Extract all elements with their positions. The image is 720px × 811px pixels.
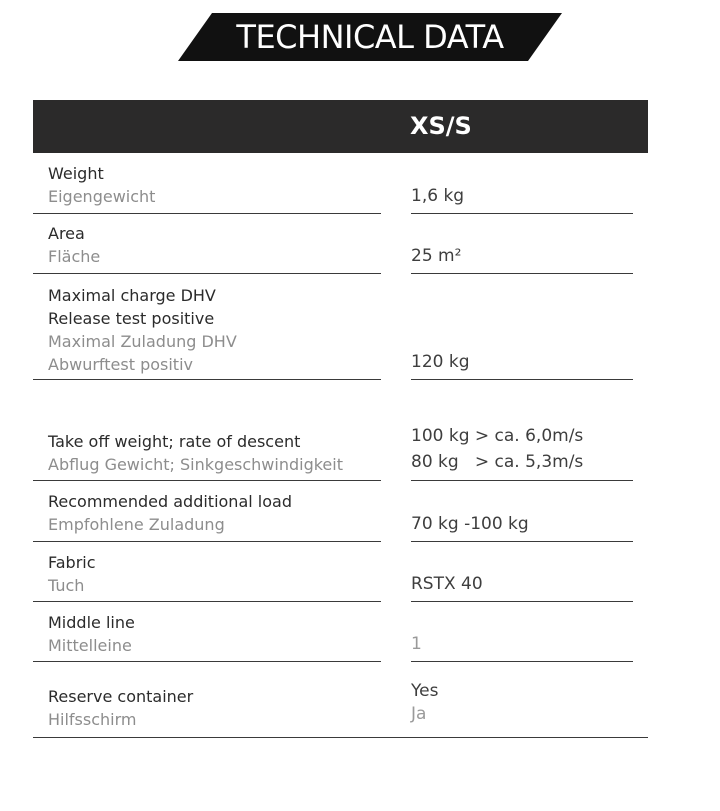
label-de: Abflug Gewicht; Sinkgeschwindigkeit bbox=[48, 455, 343, 474]
label-en: Area bbox=[48, 224, 85, 243]
row-takeoff-value bbox=[411, 425, 583, 474]
label-en: Reserve container bbox=[48, 687, 194, 706]
row-divider bbox=[33, 379, 381, 380]
row-divider bbox=[33, 480, 381, 481]
row-reserve-container-label bbox=[48, 685, 193, 731]
row-max-charge-label bbox=[48, 284, 237, 376]
label-de: Fläche bbox=[48, 247, 101, 266]
row-recommended-load-value bbox=[411, 513, 529, 536]
label-en: Fabric bbox=[48, 553, 96, 572]
row-divider bbox=[411, 541, 633, 542]
row-middle-line-value bbox=[411, 633, 422, 656]
row-divider bbox=[411, 661, 633, 662]
row-reserve-container-value bbox=[411, 680, 438, 726]
row-divider bbox=[33, 273, 381, 274]
value: 1,6 kg bbox=[411, 186, 465, 206]
value-de: Ja bbox=[411, 704, 427, 724]
row-area-value bbox=[411, 245, 461, 268]
row-divider bbox=[33, 661, 381, 662]
value: 70 kg -100 kg bbox=[411, 514, 529, 534]
value: 120 kg bbox=[411, 352, 470, 372]
row-weight-label bbox=[48, 162, 155, 208]
value: 1 bbox=[411, 634, 422, 654]
label-en: Release test positive bbox=[48, 309, 215, 328]
row-weight-value bbox=[411, 185, 464, 208]
label-en: Maximal charge DHV bbox=[48, 286, 216, 305]
row-divider bbox=[33, 541, 381, 542]
value: 80 kg > ca. 5,3m/s bbox=[411, 452, 584, 472]
row-max-charge-value bbox=[411, 351, 470, 374]
row-takeoff-label bbox=[48, 430, 343, 476]
value: 100 kg > ca. 6,0m/s bbox=[411, 426, 584, 446]
label-en: Take off weight; rate of descent bbox=[48, 432, 301, 451]
row-divider bbox=[411, 601, 633, 602]
label-de: Tuch bbox=[48, 576, 85, 595]
page-title: TECHNICAL DATA bbox=[236, 18, 504, 56]
label-en: Weight bbox=[48, 164, 104, 183]
row-divider bbox=[411, 213, 633, 214]
row-divider bbox=[411, 379, 633, 380]
table-bottom-rule bbox=[33, 737, 648, 738]
label-de: Eigengewicht bbox=[48, 187, 156, 206]
row-divider bbox=[33, 213, 381, 214]
row-divider bbox=[411, 480, 633, 481]
row-fabric-label bbox=[48, 551, 96, 597]
row-middle-line-label bbox=[48, 611, 135, 657]
title-banner bbox=[178, 13, 562, 61]
value: 25 m² bbox=[411, 246, 462, 266]
table-header bbox=[33, 100, 648, 153]
row-area-label bbox=[48, 222, 100, 268]
size-column-label: XS/S bbox=[410, 112, 472, 140]
label-de: Hilfsschirm bbox=[48, 710, 137, 729]
row-recommended-load-label bbox=[48, 490, 292, 536]
label-de: Maximal Zuladung DHV bbox=[48, 332, 237, 351]
row-fabric-value bbox=[411, 573, 483, 596]
label-en: Middle line bbox=[48, 613, 135, 632]
row-divider bbox=[411, 273, 633, 274]
label-de: Empfohlene Zuladung bbox=[48, 515, 225, 534]
value: RSTX 40 bbox=[411, 574, 483, 594]
value-en: Yes bbox=[411, 681, 439, 701]
label-de: Mittelleine bbox=[48, 636, 132, 655]
row-divider bbox=[33, 601, 381, 602]
label-en: Recommended additional load bbox=[48, 492, 292, 511]
label-de: Abwurftest positiv bbox=[48, 355, 193, 374]
